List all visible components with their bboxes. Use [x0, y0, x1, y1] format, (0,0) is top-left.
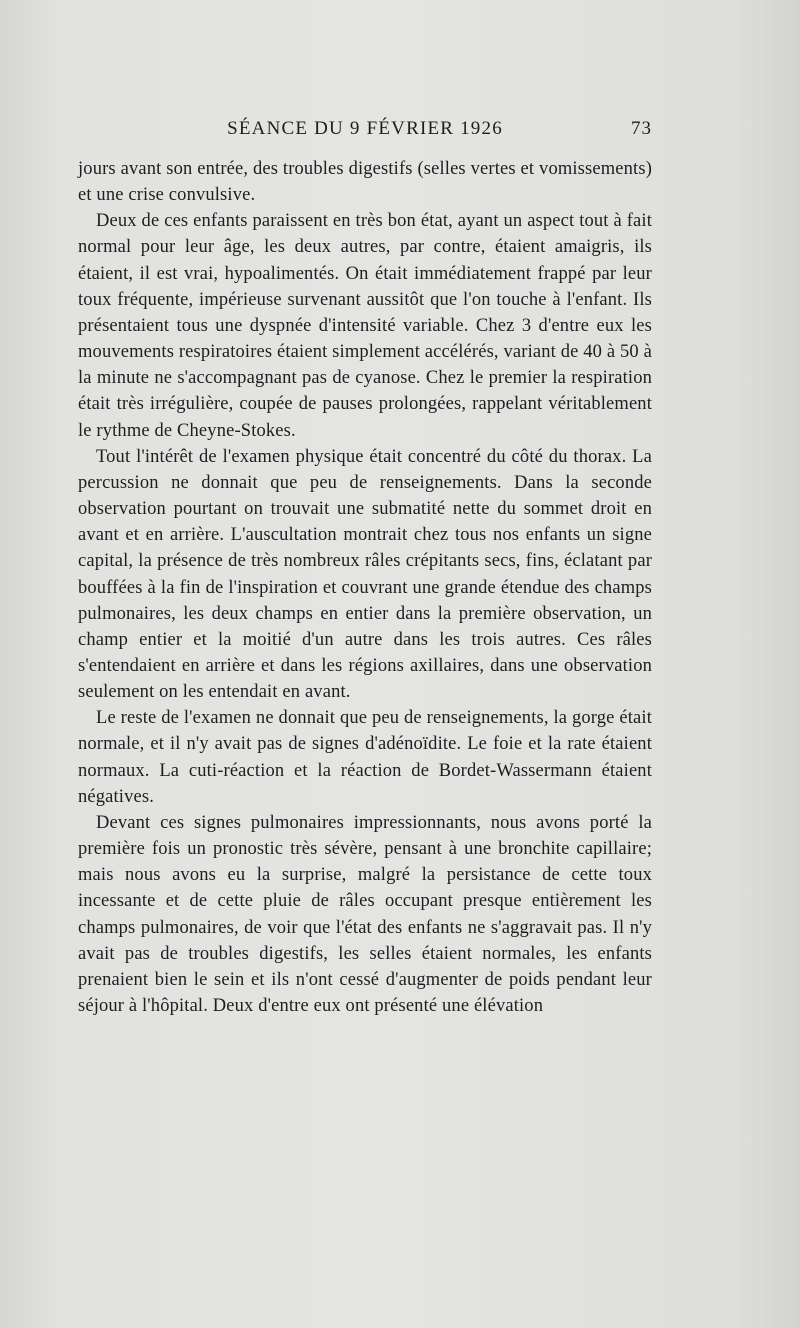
running-head: SÉANCE DU 9 FÉVRIER 1926	[227, 118, 503, 139]
paragraph-3: Tout l'intérêt de l'examen physique était concentré du côté du thorax. La percussion ne donnait que peu de renseignements. Dans la seconde observation pourtant on trouvait une submatité nette du sommet droit en avant et en arrière. L'auscultation montrait chez tous nos enfants un signe capital, la présence de très nombreux râles crépitants secs, fins, éclatant par bouffées à la fin de l'inspiration et couvrant une grande étendue des champs pulmonaires, les deux champs en entier dans la première observation, un champ entier et la moitié d'un autre dans les trois autres. Ces râles s'entendaient en arrière et dans les régions axillaires, dans une observation seulement on les entendait en avant.	[78, 446, 652, 703]
paragraph-1: jours avant son entrée, des troubles digestifs (selles vertes et vomissements) et une crise convulsive.	[78, 159, 652, 206]
page-header	[78, 118, 652, 146]
paragraph-4: Le reste de l'examen ne donnait que peu de renseignements, la gorge était normale, et il n'y avait pas de signes d'adénoïdite. Le foie et la rate étaient normaux. La cuti-réaction et la réaction de Bordet-Wassermann étaient négatives.	[78, 708, 652, 807]
page-number: 73	[631, 118, 652, 139]
paragraph-5: Devant ces signes pulmonaires impressionnants, nous avons porté la première fois un pronostic très sévère, pensant à une bronchite capillaire; mais nous avons eu la surprise, malgré la persistance de cette toux incessante et de cette pluie de râles occupant presque entièrement les champs pulmonaires, de voir que l'état des enfants ne s'aggravait pas. Il n'y avait pas de troubles digestifs, les selles étaient normales, les enfants prenaient bien le sein et ils n'ont cessé d'augmenter de poids pendant leur séjour à l'hôpital. Deux d'entre eux ont présenté une élévation	[78, 812, 652, 1016]
paragraph-2: Deux de ces enfants paraissent en très bon état, ayant un aspect tout à fait normal pour leur âge, les deux autres, par contre, étaient amaigris, ils étaient, il est vrai, hypoalimentés. On était immédiatement frappé par leur toux fréquente, impérieuse survenant aussitôt que l'on touche à l'enfant. Ils présentaient tous une dyspnée d'intensité variable. Chez 3 d'entre eux les mouvements respiratoires étaient simplement accélérés, variant de 40 à 50 à la minute ne s'accompagnant pas de cyanose. Chez le premier la respiration était très irrégulière, coupée de pauses prolongées, rappelant véritablement le rythme de Cheyne-Stokes.	[78, 211, 652, 441]
body-text	[78, 156, 652, 1019]
